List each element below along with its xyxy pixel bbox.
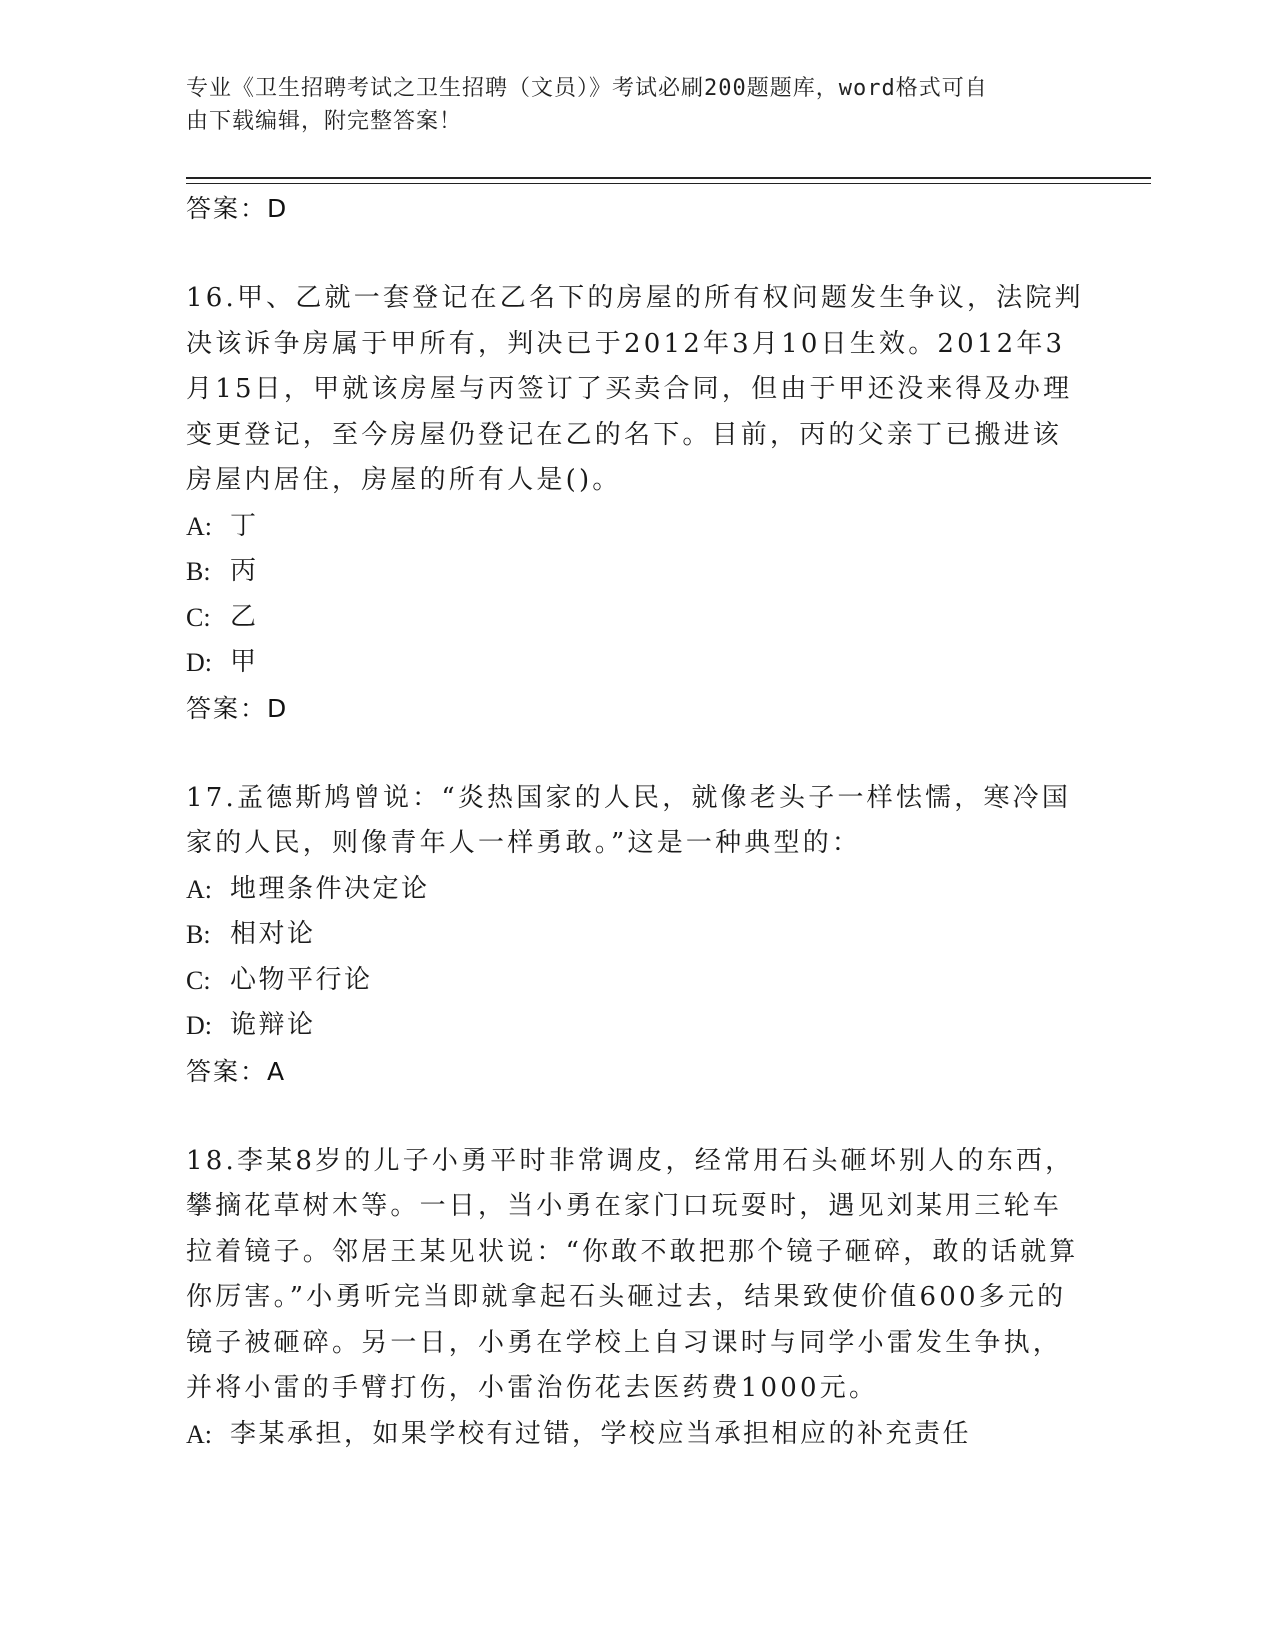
- answer-line: 答案：D: [186, 693, 289, 723]
- question-stem: 18.李某8岁的儿子小勇平时非常调皮，经常用石头砸坏别人的东西，攀摘花草树木等。一日，当小勇在家门口玩耍时，遇见刘某用三轮车拉着镜子。邻居王某见状说：“你敢不敢把那个镜子砸碎，敢的话就算你厉害。”小勇听完当即就拿起石头砸过去，结果致使价值600多元的镜子被砸碎。另一日，小勇在学校上自习课时与同学小雷发生争执，并将小雷的手臂打伤，小雷治伤花去医药费1000元。: [186, 1145, 1079, 1403]
- option-text: 地理条件决定论: [230, 873, 430, 904]
- answer-line: 答案：D: [186, 194, 289, 223]
- option-text: 丁: [230, 510, 259, 541]
- answer-line: 答案：A: [186, 1056, 287, 1086]
- option-key: A:: [186, 1419, 212, 1449]
- option-a: [186, 504, 1086, 550]
- option-text: 诡辩论: [230, 1010, 316, 1040]
- option-key: D:: [186, 1011, 212, 1040]
- question-stem: 17.孟德斯鸠曾说：“炎热国家的人民，就像老头子一样怯懦，寒冷国家的人民，则像青年人一样勇敢。”这是一种典型的：: [186, 782, 1072, 858]
- header-rule-thick: [186, 177, 1151, 179]
- option-d: [186, 1003, 1086, 1049]
- question-stem: 16.甲、乙就一套登记在乙名下的房屋的所有权问题发生争议，法院判决该诉争房属于甲所有，判决已于2012年3月10日生效。2012年3月15日，甲就该房屋与丙签订了买卖合同，但由于甲还没来得及办理变更登记，至今房屋仍登记在乙的名下。目前，丙的父亲丁已搬进该房屋内居住，房屋的所有人是()。: [186, 283, 1084, 495]
- question-17: [186, 776, 1086, 1095]
- document-header: [186, 72, 1066, 138]
- option-c: [186, 958, 1086, 1004]
- option-key: B:: [186, 920, 211, 949]
- option-key: C:: [186, 965, 211, 995]
- option-b: [186, 912, 1086, 958]
- option-a: [186, 867, 1086, 913]
- document-body: [186, 186, 1086, 1457]
- option-text: 丙: [230, 556, 259, 586]
- option-key: A:: [186, 511, 212, 541]
- question-16: [186, 276, 1086, 732]
- option-key: B:: [186, 557, 211, 586]
- option-a: [186, 1412, 1086, 1458]
- option-key: C:: [186, 602, 211, 632]
- header-rule-thin: [186, 183, 1151, 184]
- header-line-2: 由下载编辑，附完整答案！: [186, 109, 463, 134]
- question-18: [186, 1139, 1086, 1458]
- header-line-1: 专业《卫生招聘考试之卫生招聘（文员）》考试必刷200题题库，word格式可自: [186, 76, 988, 101]
- option-text: 甲: [230, 647, 259, 677]
- option-c: [186, 595, 1086, 641]
- option-text: 相对论: [230, 919, 316, 949]
- option-key: A:: [186, 874, 212, 904]
- option-b: [186, 549, 1086, 595]
- option-text: 李某承担，如果学校有过错，学校应当承担相应的补充责任: [230, 1418, 972, 1449]
- option-d: [186, 640, 1086, 686]
- option-text: 乙: [230, 601, 259, 632]
- option-text: 心物平行论: [230, 964, 373, 995]
- option-key: D:: [186, 648, 212, 677]
